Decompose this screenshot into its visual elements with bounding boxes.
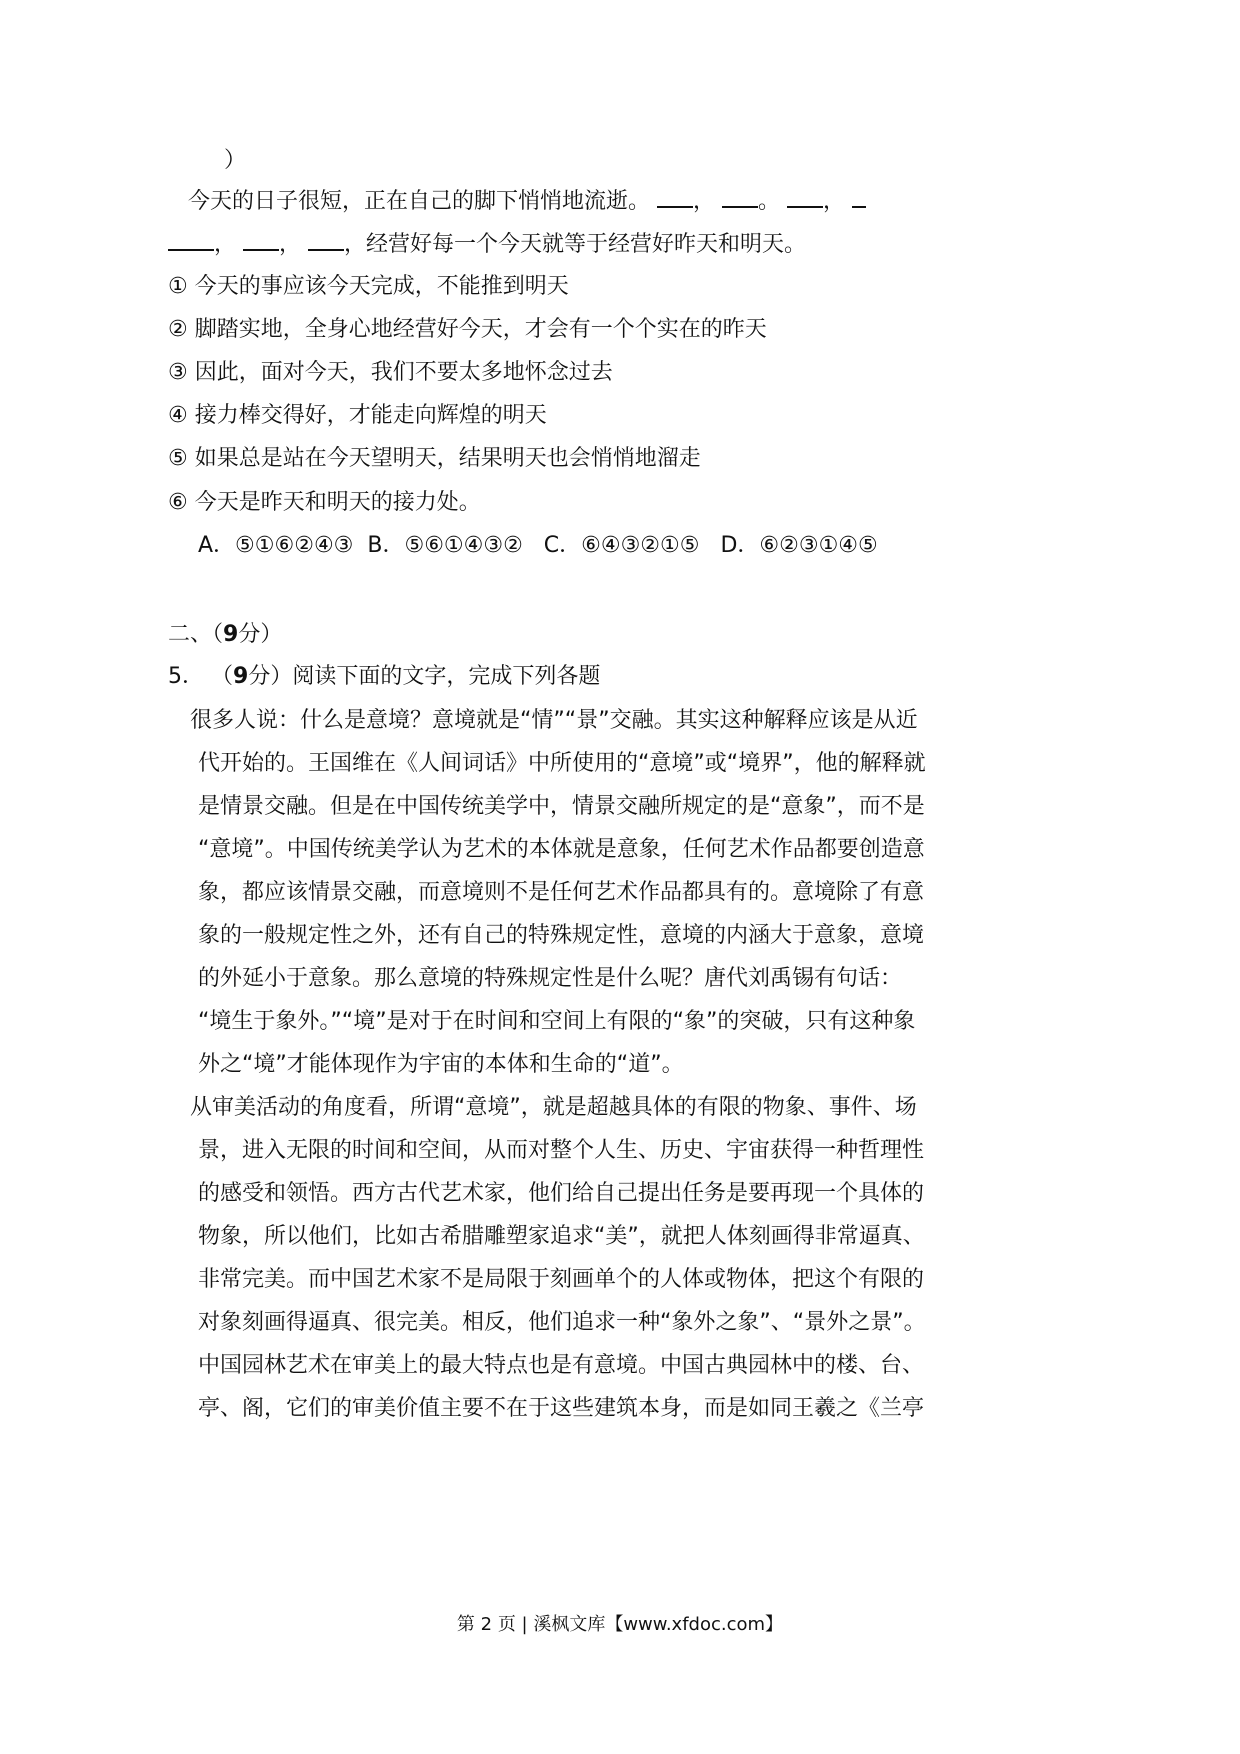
sentence-option-6: ⑥ 今天是昨天和明天的接力处。 — [168, 490, 481, 515]
paragraph-2-line-3: 的感受和领悟。西方古代艺术家，他们给自己提出任务是要再现一个具体的 — [198, 1181, 925, 1206]
answer-blank — [852, 186, 866, 208]
paragraph-1-line-8: “境生于象外。”“境”是对于在时间和空间上有限的“象”的突破，只有这种象 — [198, 1009, 916, 1034]
paragraph-2-line-8: 亭、阁，它们的审美价值主要不在于这些建筑本身，而是如同王羲之《兰亭 — [198, 1396, 925, 1421]
paragraph-1-line-1: 很多人说：什么是意境？意境就是“情”“景”交融。其实这种解释应该是从近 — [190, 708, 918, 733]
paragraph-1-line-5: 象，都应该情景交融，而意境则不是任何艺术作品都具有的。意境除了有意 — [198, 880, 925, 905]
page-footer: 第 2 页 | 溪枫文库【www.xfdoc.com】 — [456, 1614, 784, 1635]
answer-blank — [787, 186, 823, 208]
paragraph-2-line-6: 对象刻画得逼真、很完美。相反，他们追求一种“象外之象”、“景外之景”。 — [198, 1310, 926, 1335]
sentence-option-1: ① 今天的事应该今天完成，不能推到明天 — [168, 274, 569, 299]
answer-blank — [657, 186, 693, 208]
question-4-stem-line-1: 今天的日子很短，正在自己的脚下悄悄地流逝。 ， 。 ， — [188, 186, 866, 217]
answer-choices: A．⑤①⑥②④③ B．⑤⑥①④③② C．⑥④③②①⑤ D．⑥②③①④⑤ — [198, 533, 878, 558]
paragraph-1-line-7: 的外延小于意象。那么意境的特殊规定性是什么呢？唐代刘禹锡有句话： — [198, 966, 903, 991]
paragraph-2-line-1: 从审美活动的角度看，所谓“意境”，就是超越具体的有限的物象、事件、场 — [190, 1095, 917, 1120]
answer-blank — [722, 186, 758, 208]
paragraph-2-line-5: 非常完美。而中国艺术家不是局限于刻画单个的人体或物体，把这个有限的 — [198, 1267, 925, 1292]
question-4-stem-line-2: ， ， ，经营好每一个今天就等于经营好昨天和明天。 — [168, 229, 806, 260]
paragraph-2-line-7: 中国园林艺术在审美上的最大特点也是有意境。中国古典园林中的楼、台、 — [198, 1353, 925, 1378]
paragraph-1-line-4: “意境”。中国传统美学认为艺术的本体就是意象，任何艺术作品都要创造意 — [198, 837, 925, 862]
sentence-option-3: ③ 因此，面对今天，我们不要太多地怀念过去 — [168, 360, 613, 385]
paragraph-1-line-3: 是情景交融。但是在中国传统美学中，情景交融所规定的是“意象”，而不是 — [198, 794, 925, 819]
paragraph-1-line-6: 象的一般规定性之外，还有自己的特殊规定性，意境的内涵大于意象，意境 — [198, 923, 925, 948]
sentence-option-5: ⑤ 如果总是站在今天望明天，结果明天也会悄悄地溜走 — [168, 446, 701, 471]
question-4-tail-paren: ） — [224, 148, 247, 173]
answer-blank — [168, 229, 214, 251]
question-5-heading: 5． （9分）阅读下面的文字，完成下列各题 — [168, 664, 601, 689]
paragraph-2-line-4: 物象，所以他们，比如古希腊雕塑家追求“美”，就把人体刻画得非常逼真、 — [198, 1224, 925, 1249]
paragraph-1-line-9: 外之“境”才能体现作为宇宙的本体和生命的“道”。 — [198, 1052, 684, 1077]
section-2-heading: 二、（9分） — [168, 622, 283, 647]
answer-blank — [243, 229, 279, 251]
sentence-option-4: ④ 接力棒交得好，才能走向辉煌的明天 — [168, 403, 547, 428]
paragraph-1-line-2: 代开始的。王国维在《人间词话》中所使用的“意境”或“境界”，他的解释就 — [198, 751, 926, 776]
paragraph-2-line-2: 景，进入无限的时间和空间，从而对整个人生、历史、宇宙获得一种哲理性 — [198, 1138, 925, 1163]
answer-blank — [308, 229, 344, 251]
sentence-option-2: ② 脚踏实地，全身心地经营好今天，才会有一个个实在的昨天 — [168, 317, 767, 342]
